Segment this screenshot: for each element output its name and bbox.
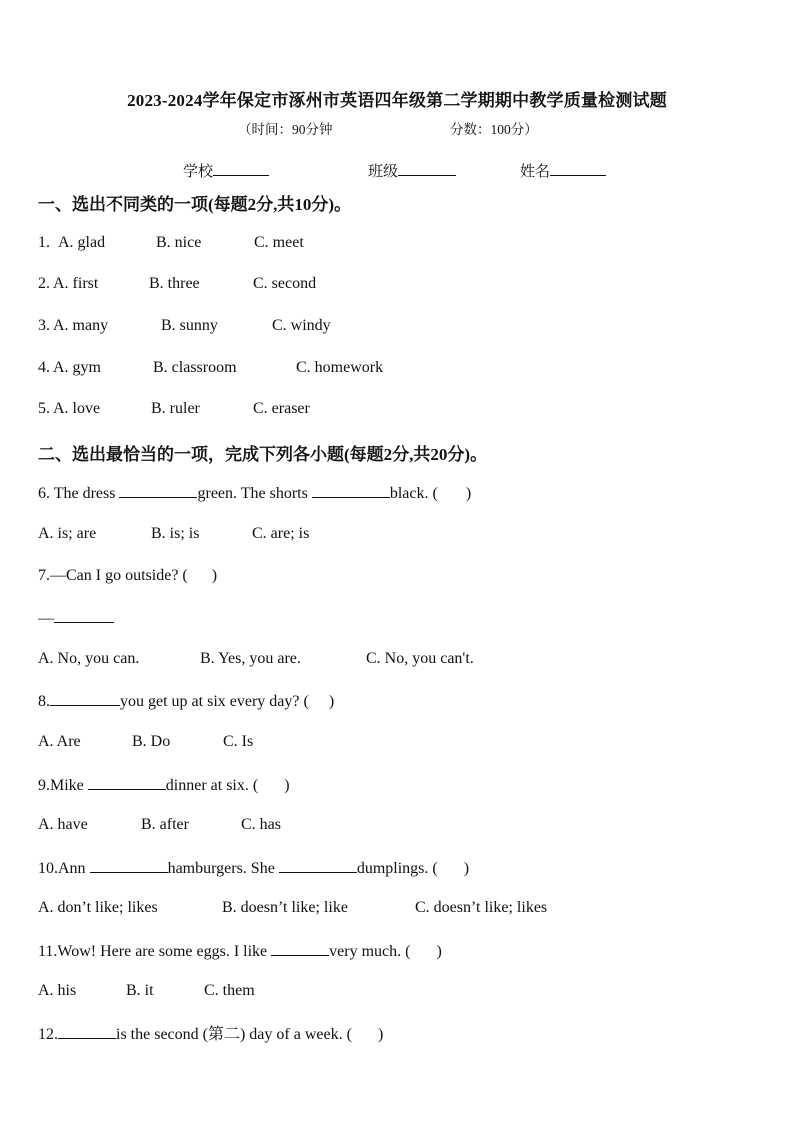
- school-blank[interactable]: [213, 161, 269, 176]
- question-10: [38, 856, 469, 878]
- option-b[interactable]: B. classroom: [153, 359, 237, 376]
- question-text: green. The shorts: [197, 485, 308, 502]
- name-blank[interactable]: [550, 161, 606, 176]
- paren-close: ): [328, 693, 335, 710]
- school-label: 学校: [183, 164, 214, 180]
- option-a[interactable]: A. gym: [53, 359, 101, 376]
- option-b[interactable]: B. Yes, you are.: [200, 650, 301, 667]
- option-b[interactable]: B. sunny: [161, 317, 218, 334]
- name-label: 姓名: [520, 164, 551, 180]
- question-9: [38, 773, 290, 795]
- paren-close: ): [465, 485, 472, 502]
- paren-close: ): [284, 777, 290, 794]
- question-7-reply: [38, 606, 114, 628]
- paren-close: ): [463, 860, 470, 877]
- option-a[interactable]: A. have: [38, 816, 88, 833]
- answer-blank[interactable]: [50, 689, 120, 706]
- option-a[interactable]: A. glad: [58, 234, 106, 251]
- question-number: 4.: [38, 359, 50, 376]
- option-c[interactable]: C. are; is: [252, 525, 310, 542]
- option-b[interactable]: B. is; is: [151, 525, 200, 542]
- question-number: 10.: [38, 860, 58, 877]
- reply-dash: —: [38, 610, 54, 627]
- question-text: dinner at six. (: [165, 777, 259, 794]
- question-number: 7.: [38, 567, 50, 584]
- option-c[interactable]: C. No, you can't.: [366, 650, 474, 667]
- option-b[interactable]: B. it: [126, 982, 154, 999]
- option-a[interactable]: A. No, you can.: [38, 650, 140, 667]
- option-b[interactable]: B. Do: [132, 733, 171, 750]
- question-number: 5.: [38, 400, 50, 417]
- option-a[interactable]: A. love: [53, 400, 101, 417]
- question-text: dumplings. (: [356, 860, 438, 877]
- question-text: The dress: [53, 485, 116, 502]
- question-text: Ann: [58, 860, 86, 877]
- question-text: is the second (第二) day of a week. (: [116, 1026, 352, 1043]
- exam-time: （时间：90分钟: [238, 122, 333, 137]
- option-a[interactable]: A. first: [53, 275, 99, 292]
- answer-blank[interactable]: [90, 856, 168, 873]
- paren-close: ): [377, 1026, 384, 1043]
- option-c[interactable]: C. homework: [296, 359, 384, 376]
- class-field: [368, 160, 456, 181]
- question-number: 2.: [38, 275, 50, 292]
- question-11: [38, 939, 442, 961]
- answer-blank[interactable]: [58, 1022, 116, 1039]
- option-a[interactable]: A. is; are: [38, 525, 97, 542]
- question-text: very much. (: [329, 943, 411, 960]
- option-b[interactable]: B. three: [149, 275, 200, 292]
- option-a[interactable]: A. many: [53, 317, 109, 334]
- option-b[interactable]: B. after: [141, 816, 189, 833]
- class-label: 班级: [368, 164, 399, 180]
- option-a[interactable]: A. don’t like; likes: [38, 899, 158, 916]
- name-field: [520, 160, 606, 181]
- question-text: hamburgers. She: [167, 860, 275, 877]
- question-text: Wow! Here are some eggs. I like: [57, 943, 268, 960]
- question-number: 11.: [38, 943, 58, 960]
- class-blank[interactable]: [398, 161, 456, 176]
- question-number: 3.: [38, 317, 50, 334]
- answer-blank[interactable]: [54, 606, 114, 623]
- section-2-heading: 二、选出最恰当的一项，完成下列各小题(每题2分,共20分)。: [38, 445, 488, 464]
- paren-close: ): [211, 567, 218, 584]
- option-c[interactable]: C. them: [204, 982, 255, 999]
- question-8: [38, 689, 334, 711]
- option-b[interactable]: B. doesn’t like; like: [222, 899, 348, 916]
- exam-score: 分数：100分）: [450, 122, 538, 137]
- school-field: [183, 160, 269, 181]
- option-b[interactable]: B. ruler: [151, 400, 200, 417]
- option-c[interactable]: C. eraser: [253, 400, 310, 417]
- question-7: [38, 565, 217, 587]
- option-a[interactable]: A. Are: [38, 733, 81, 750]
- answer-blank[interactable]: [88, 773, 166, 790]
- option-c[interactable]: C. doesn’t like; likes: [415, 899, 548, 916]
- option-c[interactable]: C. second: [253, 275, 317, 292]
- question-text: you get up at six every day? (: [120, 693, 309, 710]
- question-6: [38, 481, 471, 503]
- question-text: black. (: [389, 485, 438, 502]
- section-1-heading: 一、选出不同类的一项(每题2分,共10分)。: [38, 195, 352, 214]
- question-text: Mike: [50, 777, 84, 794]
- answer-blank[interactable]: [279, 856, 357, 873]
- paren-close: ): [436, 943, 442, 960]
- question-number: 9.: [38, 777, 50, 794]
- question-number: 1.: [38, 234, 50, 251]
- option-c[interactable]: C. has: [241, 816, 281, 833]
- question-12: [38, 1022, 383, 1044]
- option-c[interactable]: C. meet: [254, 234, 304, 251]
- option-c[interactable]: C. Is: [223, 733, 254, 750]
- answer-blank[interactable]: [312, 481, 390, 498]
- question-text: —Can I go outside? (: [50, 567, 188, 584]
- question-number: 6.: [38, 485, 50, 502]
- option-a[interactable]: A. his: [38, 982, 77, 999]
- option-b[interactable]: B. nice: [156, 234, 202, 251]
- question-number: 8.: [38, 693, 50, 710]
- answer-blank[interactable]: [119, 481, 197, 498]
- option-c[interactable]: C. windy: [272, 317, 331, 334]
- exam-title: 2023-2024学年保定市涿州市英语四年级第二学期期中教学质量检测试题: [127, 91, 667, 110]
- answer-blank[interactable]: [271, 939, 329, 956]
- question-number: 12.: [38, 1026, 58, 1043]
